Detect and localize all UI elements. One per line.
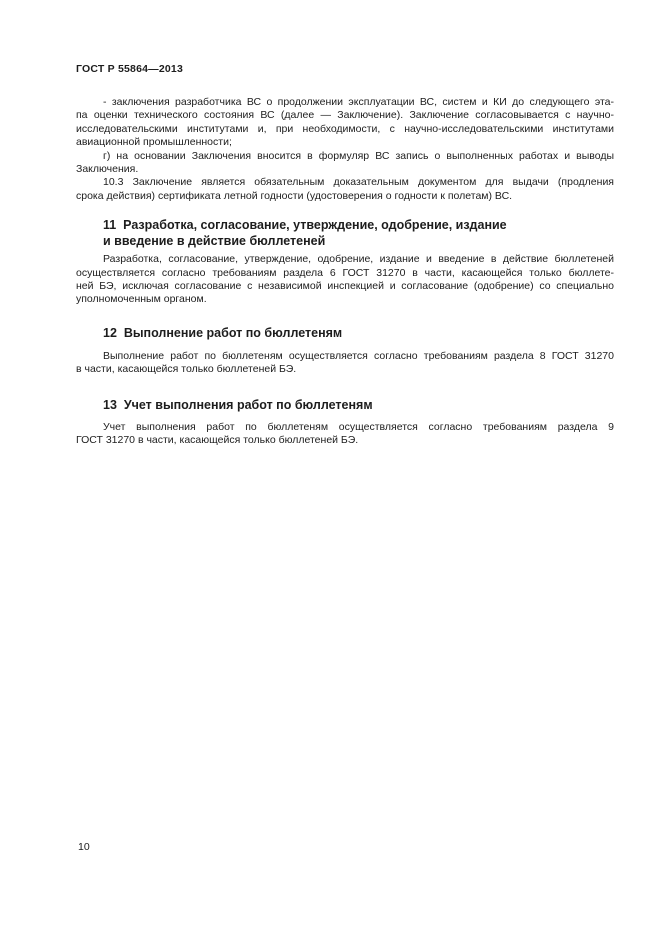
section-11-paragraph (76, 253, 614, 307)
text-line: - заключения разработчика ВС о продолжении эксплуатации ВС, систем и КИ до следующего эта- (103, 96, 614, 108)
text-line: 12 Выполнение работ по бюллетеням (103, 325, 343, 340)
text-line: г) на основании Заключения вносится в формуляр ВС запись о выполненных работах и выводы (103, 149, 614, 162)
text-line: па оценки технического состояния ВС (далее — Заключение). Заключение согласовывается с научно- (76, 109, 614, 122)
text-line: ней БЭ, исключая согласование с независимой инспекцией и согласование (одобрение) со специально (76, 280, 614, 293)
text-line: 10.3 Заключение является обязательным доказательным документом для выдачи (продления (103, 176, 614, 189)
paragraph-item-g (76, 150, 614, 177)
text-line: Заключения. (76, 163, 139, 176)
text-line: 13 Учет выполнения работ по бюллетеням (103, 397, 373, 412)
section-13-heading (76, 397, 614, 413)
text-line: исследовательскими институтами и, при необходимости, с научно-исследовательскими институтами (76, 122, 614, 135)
section-11-heading (76, 217, 614, 249)
text-line: срока действия) сертификата летной годности (удостоверения о годности к полетам) ВС. (76, 189, 513, 202)
text-line: Разработка, согласование, утверждение, одобрение, издание и введение в действие бюллетеней (103, 253, 614, 266)
text-block (76, 63, 614, 448)
section-13-paragraph (76, 421, 614, 448)
text-line: Выполнение работ по бюллетеням осуществляется согласно требованиям раздела 8 ГОСТ 31270 (103, 349, 614, 362)
text-line: Учет выполнения работ по бюллетеням осуществляется согласно требованиям раздела 9 (103, 420, 614, 433)
paragraph-conclusion-list-item (76, 96, 614, 150)
text-line: ГОСТ 31270 в части, касающейся только бюллетеней БЭ. (76, 434, 359, 447)
section-12-paragraph (76, 350, 614, 377)
page-number: 10 (78, 841, 90, 853)
text-line: 11 Разработка, согласование, утверждение, одобрение, издание (103, 218, 507, 233)
running-header-document-code: ГОСТ Р 55864—2013 (76, 63, 184, 75)
text-line: уполномоченным органом. (76, 293, 207, 306)
text-line: осуществляется согласно требованиям раздела 6 ГОСТ 31270 в части, касающейся только бюллете- (76, 266, 614, 279)
section-12-heading (76, 325, 614, 341)
text-line: авиационной промышленности; (76, 136, 232, 149)
text-line: и введение в действие бюллетеней (103, 234, 326, 249)
paragraph-clause-10-3 (76, 176, 614, 203)
text-line: в части, касающейся только бюллетеней БЭ. (76, 363, 297, 376)
